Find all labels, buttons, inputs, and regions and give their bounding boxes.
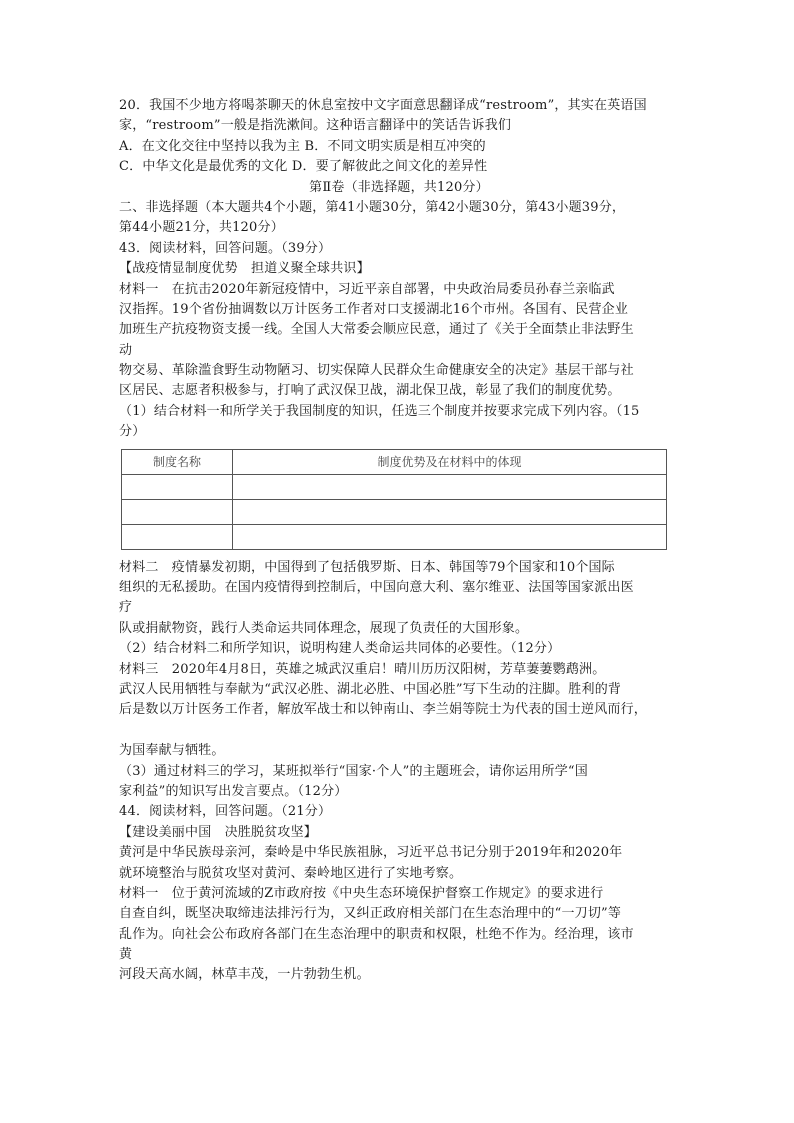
answer-cell[interactable] — [233, 524, 667, 549]
answer-cell[interactable] — [233, 474, 667, 499]
section-title: 第Ⅱ卷（非选择题，共120分） — [309, 179, 489, 195]
text-line: 材料一 位于黄河流域的Z市政府按《中央生态环境保护督察工作规定》的要求进行 — [119, 885, 604, 901]
exam-page — [119, 96, 679, 986]
text-line: 武汉人民用牺牲与奉献为“武汉必胜、湖北必胜、中国必胜”写下生动的注脚。胜利的背 — [119, 681, 622, 697]
sub-question: （1）结合材料一和所学关于我国制度的知识，任选三个制度并按要求完成下列内容。（15 — [119, 403, 640, 419]
text-line: 二、非选择题（本大题共4个小题，第41小题30分，第42小题30分，第43小题39分， — [119, 199, 626, 215]
text-line: 20．我国不少地方将喝茶聊天的休息室按中文字面意思翻译成“restroom”，其实在英语国 — [119, 98, 647, 113]
header-system-name: 制度名称 — [122, 449, 233, 474]
text-line: 为国奉献与牺牲。 — [119, 743, 225, 759]
text-line: 第44小题21分，共120分） — [119, 220, 284, 236]
question-43-part1 — [119, 198, 679, 443]
blank-line — [119, 721, 679, 741]
text-line: 区居民、志愿者积极参与，打响了武汉保卫战，湖北保卫战，彰显了我们的制度优势。 — [119, 383, 621, 399]
text-line: 家利益”的知识写出发言要点。（12分） — [119, 783, 348, 799]
topic-heading: 【战疫情显制度优势 担道义聚全球共识】 — [119, 261, 370, 277]
answer-cell[interactable] — [122, 474, 233, 499]
text-line: 动 — [119, 342, 133, 358]
text-line: 乱作为。向社会公布政府各部门在生态治理中的职责和权限，杜绝不作为。经治理，该市 — [119, 926, 634, 942]
question-heading: 43．阅读材料，回答问题。（39分） — [119, 240, 332, 256]
text-line: 黄河是中华民族母亲河，秦岭是中华民族祖脉，习近平总书记分别于2019年和2020年 — [119, 845, 623, 861]
answer-cell[interactable] — [122, 524, 233, 549]
text-line: 组织的无私援助。在国内疫情得到控制后，中国向意大利、塞尔维亚、法国等国家派出医 — [119, 580, 634, 596]
text-line: 队或捐献物资，践行人类命运共同体理念，展现了负责任的大国形象。 — [119, 620, 529, 636]
sub-question: （3）通过材料三的学习，某班拟举行“国家·个人”的主题班会，请你运用所学“国 — [119, 763, 588, 779]
question-44 — [119, 802, 679, 986]
option-line-ab: A．在文化交往中坚持以我为主 B．不同文明实质是相互冲突的 — [119, 138, 486, 154]
text-line: 材料一 在抗击2020年新冠疫情中，习近平亲自部署，中央政治局委员孙春兰亲临武 — [119, 281, 615, 297]
answer-cell[interactable] — [122, 499, 233, 524]
text-line: 分） — [119, 424, 146, 440]
text-line: 材料二 疫情暴发初期，中国得到了包括俄罗斯、日本、韩国等79个国家和10个国际 — [119, 559, 615, 575]
question-43-part2 — [119, 558, 679, 803]
table-row — [122, 499, 667, 524]
table-row — [122, 474, 667, 499]
text-line: 汉指挥。19个省份抽调数以万计医务工作者对口支援湖北16个市州。各国有、民营企业 — [119, 301, 629, 317]
table-row — [122, 524, 667, 549]
text-line: 加班生产抗疫物资支援一线。全国人大常委会顺应民意，通过了《关于全面禁止非法野生 — [119, 322, 634, 338]
text-line: 黄 — [119, 947, 133, 963]
table-header-row — [122, 449, 667, 474]
text-line: 家，“restroom”一般是指洗漱间。这种语言翻译中的笑话告诉我们 — [119, 118, 512, 134]
topic-heading: 【建设美丽中国 决胜脱贫攻坚】 — [119, 824, 318, 840]
option-line-cd: C．中华文化是最优秀的文化 D．要了解彼此之间文化的差异性 — [119, 159, 488, 175]
text-line: 自查自纠，既坚决取缔违法排污行为，又纠正政府相关部门在生态治理中的“一刀切”等 — [119, 906, 622, 922]
text-line: 后是数以万计医务工作者，解放军战士和以钟南山、李兰娟等院士为代表的国士逆风而行， — [119, 702, 648, 718]
answer-table-wrap — [121, 449, 679, 550]
text-line: 就环境整治与脱贫攻坚对黄河、秦岭地区进行了实地考察。 — [119, 865, 463, 881]
answer-table — [121, 449, 667, 550]
answer-cell[interactable] — [233, 499, 667, 524]
sub-question: （2）结合材料二和所学知识，说明构建人类命运共同体的必要性。（12分） — [119, 641, 561, 657]
text-line: 河段天高水阔，林草丰茂，一片勃勃生机。 — [119, 967, 370, 983]
question-20 — [119, 96, 679, 178]
text-line: 物交易、革除滥食野生动物陋习、切实保障人民群众生命健康安全的决定》基层干部与社 — [119, 363, 634, 379]
text-line: 疗 — [119, 600, 133, 616]
header-system-advantage: 制度优势及在材料中的体现 — [233, 449, 667, 474]
question-heading: 44．阅读材料，回答问题。（21分） — [119, 804, 332, 820]
text-line: 材料三 2020年4月8日，英雄之城武汉重启！晴川历历汉阳树，芳草萋萋鹦鹉洲。 — [119, 661, 606, 677]
